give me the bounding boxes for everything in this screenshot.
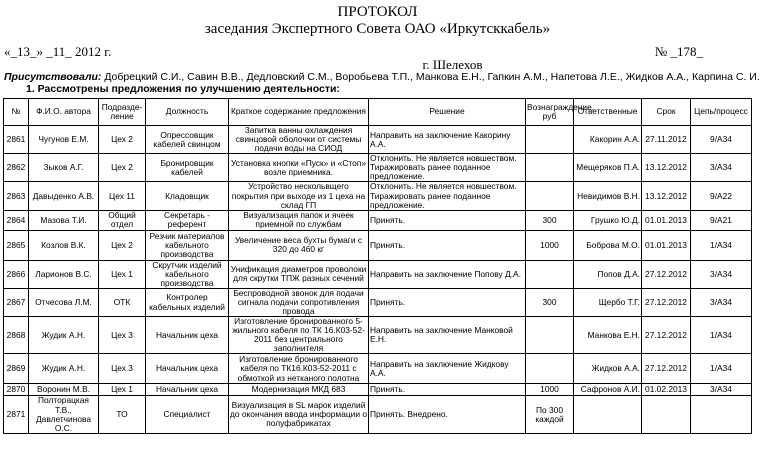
- table-row: [4, 154, 752, 182]
- cell-responsible: Манкова Е.Н.: [574, 317, 642, 354]
- cell-number: 2862: [4, 154, 29, 182]
- table-row: [4, 288, 752, 316]
- cell-department: ТО: [99, 396, 146, 433]
- cell-number: 2865: [4, 230, 29, 260]
- cell-author: Ларионов В.С.: [29, 260, 99, 288]
- document-title: ПРОТОКОЛ: [337, 4, 418, 20]
- cell-author: Чугунов Е.М.: [29, 126, 99, 154]
- cell-department: Общий отдел: [99, 210, 146, 230]
- cell-department: Цех 1: [99, 260, 146, 288]
- cell-author: Давыденко А.В.: [29, 182, 99, 210]
- cell-number: 2866: [4, 260, 29, 288]
- table-row: [4, 317, 752, 354]
- cell-deadline: 27.12.2012: [642, 354, 691, 384]
- cell-department: Цех 2: [99, 230, 146, 260]
- cell-responsible: Боброва М.О.: [574, 230, 642, 260]
- cell-number: 2867: [4, 288, 29, 316]
- cell-decision: Направить на заключение Какорину А.А.: [369, 126, 526, 154]
- cell-summary: Изготовление бронированного кабеля по ТК16.К03-52-2011 с обмоткой из нетканого полотна: [229, 354, 369, 384]
- cell-responsible: Жидков А.А.: [574, 354, 642, 384]
- cell-reward: [526, 126, 574, 154]
- cell-author: Воронин М.В.: [29, 384, 99, 396]
- cell-deadline: 13.12.2012: [642, 154, 691, 182]
- cell-responsible: Щербо Т.Г.: [574, 288, 642, 316]
- cell-position: Начальник цеха: [146, 317, 229, 354]
- column-header: Ф.И.О. автора: [29, 99, 99, 126]
- table-row: [4, 396, 752, 433]
- cell-decision: Принять.: [369, 210, 526, 230]
- cell-chain: 1/А34: [691, 230, 752, 260]
- cell-position: Кладовщик: [146, 182, 229, 210]
- cell-department: Цех 3: [99, 317, 146, 354]
- column-header: Должность: [146, 99, 229, 126]
- cell-deadline: 01.01.2013: [642, 210, 691, 230]
- cell-department: Цех 1: [99, 384, 146, 396]
- cell-position: Секретарь - референт: [146, 210, 229, 230]
- protocol-date: «_13_» _11_ 2012 г.: [4, 44, 112, 59]
- cell-reward: [526, 182, 574, 210]
- cell-deadline: 27.11.2012: [642, 126, 691, 154]
- cell-position: Контролер кабельных изделий: [146, 288, 229, 316]
- cell-summary: Модернизация МКД 683: [229, 384, 369, 396]
- cell-position: Специалист: [146, 396, 229, 433]
- cell-responsible: Невидимов В.Н.: [574, 182, 642, 210]
- cell-department: Цех 2: [99, 154, 146, 182]
- cell-summary: Запитка ванны охлаждения свинцовой оболочки от системы подачи воды на СИОД: [229, 126, 369, 154]
- attendees-label: Присутствовали:: [4, 71, 102, 83]
- cell-summary: Установка кнопки «Пуск» и «Стоп» возле приемника.: [229, 154, 369, 182]
- cell-reward: 1000: [526, 230, 574, 260]
- cell-decision: Отклонить. Не является новшеством. Тиражировать ранее поданное предложение.: [369, 154, 526, 182]
- cell-number: 2869: [4, 354, 29, 384]
- cell-position: Резчик материалов кабельного производства: [146, 230, 229, 260]
- cell-decision: Направить на заключение Манковой Е.Н.: [369, 317, 526, 354]
- cell-number: 2870: [4, 384, 29, 396]
- cell-responsible: Грушко Ю.Д.: [574, 210, 642, 230]
- cell-reward: По 300 каждой: [526, 396, 574, 433]
- table-row: [4, 230, 752, 260]
- table-header-row: [4, 99, 752, 126]
- table-row: [4, 210, 752, 230]
- cell-decision: Принять.: [369, 384, 526, 396]
- cell-chain: 3/А34: [691, 154, 752, 182]
- proposals-table: [3, 98, 752, 434]
- cell-author: Жудик А.Н.: [29, 354, 99, 384]
- protocol-number: № _178_: [654, 44, 703, 59]
- cell-department: Цех 3: [99, 354, 146, 384]
- document-subtitle: заседания Экспертного Совета ОАО «Иркутсккабель»: [204, 21, 551, 37]
- cell-chain: 1/А34: [691, 354, 752, 384]
- cell-summary: Устройство нескольвщего покрытия при выходе из 1 цеха на склад ГП: [229, 182, 369, 210]
- cell-deadline: 27.12.2012: [642, 260, 691, 288]
- cell-deadline: [642, 396, 691, 433]
- column-header: Подразде-ление: [99, 99, 146, 126]
- section-title: 1. Рассмотрены предложения по улучшению деятельности:: [26, 83, 340, 95]
- column-header: Вознаграждение, руб: [526, 99, 574, 126]
- column-header: Краткое содержание предложения: [229, 99, 369, 126]
- cell-reward: 300: [526, 210, 574, 230]
- protocol-city: г. Шелехов: [422, 57, 483, 72]
- column-header: Решение: [369, 99, 526, 126]
- cell-department: Цех 11: [99, 182, 146, 210]
- column-header: Ответственные: [574, 99, 642, 126]
- table-row: [4, 126, 752, 154]
- cell-reward: [526, 154, 574, 182]
- table-row: [4, 260, 752, 288]
- cell-chain: 9/А21: [691, 210, 752, 230]
- cell-position: Начальник цеха: [146, 354, 229, 384]
- column-header: Цепь/процесс: [691, 99, 752, 126]
- cell-responsible: Сафронов А.И.: [574, 384, 642, 396]
- cell-position: Начальник цеха: [146, 384, 229, 396]
- cell-summary: Унификация диаметров проволоки для скрутки ТПЖ разных сечений: [229, 260, 369, 288]
- cell-author: Отчесова Л.М.: [29, 288, 99, 316]
- cell-position: Опрессовщик кабелей свинцом: [146, 126, 229, 154]
- cell-chain: 3/А34: [691, 260, 752, 288]
- cell-deadline: 27.12.2012: [642, 317, 691, 354]
- cell-department: Цех 2: [99, 126, 146, 154]
- attendees-line: [4, 71, 760, 83]
- cell-number: 2861: [4, 126, 29, 154]
- cell-number: 2871: [4, 396, 29, 433]
- cell-summary: Визуализация в SL марок изделий до окончания ввода информации о полуфабрикатах: [229, 396, 369, 433]
- cell-summary: Изготовление бронированного 5-жильного кабеля по ТК 16.К03-52-2011 без центрального заполнителя: [229, 317, 369, 354]
- cell-summary: Беспроводной звонок для подачи сигнала подачи сопротивления провода: [229, 288, 369, 316]
- column-header: №: [4, 99, 29, 126]
- cell-deadline: 01.02.2013: [642, 384, 691, 396]
- column-header: Срок: [642, 99, 691, 126]
- cell-chain: 3/А34: [691, 288, 752, 316]
- cell-decision: Принять.: [369, 288, 526, 316]
- cell-chain: [691, 396, 752, 433]
- cell-author: Полторацкая Т.В., Давлетчинова О.С.: [29, 396, 99, 433]
- cell-author: Мазова Т.И.: [29, 210, 99, 230]
- table-row: [4, 182, 752, 210]
- cell-decision: Направить на заключение Попову Д.А.: [369, 260, 526, 288]
- table-row: [4, 354, 752, 384]
- attendees-names: Добрецкий С.И., Савин В.В., Дедловский С.М., Воробьева Т.П., Манкова Е.Н., Гапкин А.М., Напетова Л.Е., Жидков А.А., Карпина С. И.: [104, 71, 760, 83]
- cell-decision: Направить на заключение Жидкову А.А.: [369, 354, 526, 384]
- cell-position: Бронировщик кабелей: [146, 154, 229, 182]
- cell-chain: 9/А34: [691, 126, 752, 154]
- cell-reward: [526, 354, 574, 384]
- table-row: [4, 384, 752, 396]
- cell-decision: Отклонить. Не является новшеством. Тиражировать ранее поданное предложение.: [369, 182, 526, 210]
- cell-reward: 300: [526, 288, 574, 316]
- cell-responsible: [574, 396, 642, 433]
- cell-reward: [526, 260, 574, 288]
- cell-deadline: 27.12.2012: [642, 288, 691, 316]
- cell-responsible: Какорин А.А.: [574, 126, 642, 154]
- cell-decision: Принять. Внедрено.: [369, 396, 526, 433]
- cell-author: Зыков А.Г.: [29, 154, 99, 182]
- cell-deadline: 13.12.2012: [642, 182, 691, 210]
- cell-responsible: Мещеряков П.А.: [574, 154, 642, 182]
- cell-position: Скрутчик изделий кабельного производства: [146, 260, 229, 288]
- cell-chain: 3/А34: [691, 384, 752, 396]
- cell-author: Козлов В.К.: [29, 230, 99, 260]
- cell-reward: 1000: [526, 384, 574, 396]
- cell-reward: [526, 317, 574, 354]
- cell-number: 2868: [4, 317, 29, 354]
- cell-department: ОТК: [99, 288, 146, 316]
- cell-summary: Увеличение веса бухты бумаги с 320 до 460 кг: [229, 230, 369, 260]
- cell-summary: Визуализация папок и ячеек приемной по службам: [229, 210, 369, 230]
- cell-author: Жудик А.Н.: [29, 317, 99, 354]
- cell-responsible: Попов Д.А.: [574, 260, 642, 288]
- cell-chain: 1/А34: [691, 317, 752, 354]
- cell-chain: 9/А22: [691, 182, 752, 210]
- cell-deadline: 01.01.2013: [642, 230, 691, 260]
- cell-number: 2864: [4, 210, 29, 230]
- cell-number: 2863: [4, 182, 29, 210]
- cell-decision: Принять.: [369, 230, 526, 260]
